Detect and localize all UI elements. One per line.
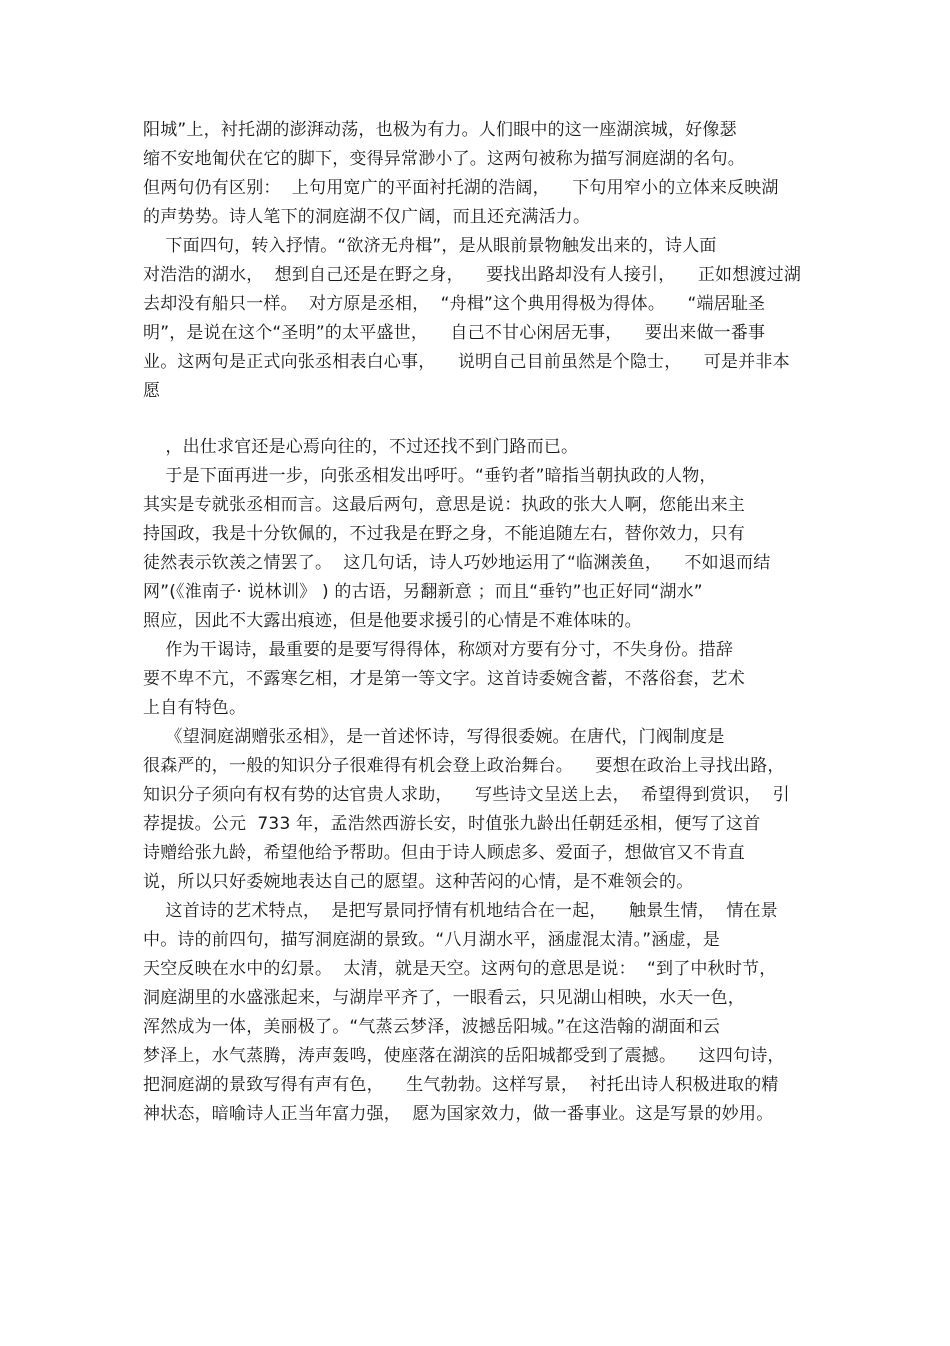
text-line: 于是下面再进一步，向张丞相发出呼吁。“垂钓者”暗指当朝执政的人物， [143, 466, 717, 486]
text-line: 洞庭湖里的水盛涨起来，与湖岸平齐了，一眼看云，只见湖山相映，水天一色， [143, 988, 745, 1008]
text-line: 天空反映在水中的幻景。 太清，就是天空。这两句的意思是说： “到了中秋时节， [143, 959, 777, 979]
text-line: 《望洞庭湖赠张丞相》，是一首述怀诗，写得很委婉。在唐代，门阀制度是 [143, 727, 725, 747]
text-line: 上自有特色。 [143, 698, 247, 718]
text-line: 梦泽上，水气蒸腾，涛声轰鸣，使座落在湖滨的岳阳城都受到了震撼。 这四句诗， [143, 1046, 785, 1066]
text-line: 荐提拔。公元 733 年，孟浩然西游长安，时值张九龄出任朝廷丞相，便写了这首 [143, 814, 761, 834]
text-line: 但两句仍有区别： 上句用宽广的平面衬托湖的浩阔， 下句用窄小的立体来反映湖 [143, 178, 779, 198]
text-line: 照应，因此不大露出痕迹，但是他要求援引的心情是不难体味的。 [143, 611, 642, 631]
text-line: 说，所以只好委婉地表达自己的愿望。这种苦闷的心情，是不难领会的。 [143, 872, 694, 892]
text-line: 阳城”上，衬托湖的澎湃动荡，也极为有力。人们眼中的这一座湖滨城，好像瑟 [143, 120, 737, 140]
text-line: ，出仕求官还是心焉向往的，不过还找不到门路而已。 [143, 437, 579, 457]
text-line: 的声势势。诗人笔下的洞庭湖不仅广阔，而且还充满活力。 [143, 207, 591, 227]
text-line: 中。诗的前四句，描写洞庭湖的景致。“八月湖水平，涵虚混太清。”涵虚，是 [143, 930, 721, 950]
text-line: 这首诗的艺术特点， 是把写景同抒情有机地结合在一起， 触景生情， 情在景 [143, 901, 778, 921]
text-line: 其实是专就张丞相而言。这最后两句，意思是说：执政的张大人啊，您能出来主 [143, 495, 745, 515]
text-line: 浑然成为一体，美丽极了。“气蒸云梦泽，波撼岳阳城。”在这浩翰的湖面和云 [143, 1017, 721, 1037]
text-line: 持国政，我是十分钦佩的，不过我是在野之身，不能追随左右，替你效力，只有 [143, 524, 745, 544]
text-line: 徒然表示钦羡之情罢了。 这几句话，诗人巧妙地运用了“临渊羡鱼， 不如退而结 [143, 553, 771, 573]
text-line: 很森严的，一般的知识分子很难得有机会登上政治舞台。 要想在政治上寻找出路， [143, 756, 785, 776]
text-line: 愿 [143, 381, 161, 401]
text-line: 要不卑不亢，不露寒乞相，才是第一等文字。这首诗委婉含蓄，不落俗套，艺术 [143, 669, 745, 689]
text-line: 下面四句，转入抒情。“欲济无舟楫”，是从眼前景物触发出来的，诗人面 [143, 236, 717, 256]
text-line: 把洞庭湖的景致写得有声有色， 生气勃勃。这样写景， 衬托出诗人积极进取的精 [143, 1075, 779, 1095]
text-line: 明”，是说在这个“圣明”的太平盛世， 自己不甘心闲居无事， 要出来做一番事 [143, 323, 766, 343]
text-line: 神状态，暗喻诗人正当年富力强， 愿为国家效力，做一番事业。这是写景的妙用。 [143, 1104, 774, 1124]
text-line: 诗赠给张九龄，希望他给予帮助。但由于诗人顾虑多、爱面子，想做官又不肯直 [143, 843, 745, 863]
text-line: 去却没有船只一样。 对方原是丞相， “舟楫”这个典用得极为得体。 “端居耻圣 [143, 294, 766, 314]
text-line: 缩不安地匍伏在它的脚下，变得异常渺小了。这两句被称为描写洞庭湖的名句。 [143, 149, 745, 169]
text-line: 网”(《淮南子· 说林训》 ) 的古语，另翻新意 ；而且“垂钓”也正好同“湖水” [143, 582, 703, 602]
text-line: 对浩浩的湖水， 想到自己还是在野之身， 要找出路却没有人接引， 正如想渡过湖 [143, 265, 802, 285]
text-line: 业。这两句是正式向张丞相表白心事， 说明自己目前虽然是个隐士， 可是并非本 [143, 352, 790, 372]
text-line: 知识分子须向有权有势的达官贵人求助， 写些诗文呈送上去， 希望得到赏识， 引 [143, 785, 790, 805]
text-line: 作为干谒诗，最重要的是要写得得体，称颂对方要有分寸，不失身份。措辞 [143, 640, 734, 660]
